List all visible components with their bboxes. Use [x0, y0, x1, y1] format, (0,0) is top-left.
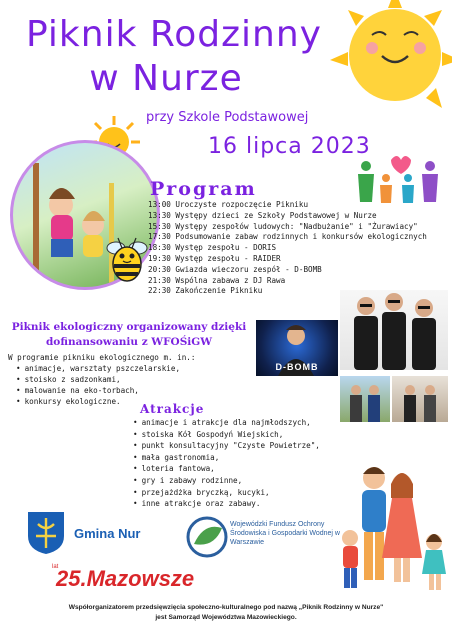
mazowsze-lat-label: lat — [52, 564, 59, 570]
band-photo-2 — [340, 376, 390, 422]
title-line-2: w Nurze — [89, 58, 243, 99]
eco-item: • animacje, warsztaty pszczelarskie, — [16, 363, 180, 374]
attraction-item: • loteria fantowa, — [133, 463, 320, 475]
family-icon — [356, 152, 446, 204]
eco-item: • konkursy ekologiczne. — [16, 396, 180, 407]
footer-note — [0, 603, 452, 623]
attractions-list — [133, 417, 320, 510]
footer-line-1: Współorganizatorem przedsięwzięcia społeczno-kulturalnego pod nazwą „Piknik Rodzinny w Nurze" — [68, 604, 384, 611]
eco-list — [16, 363, 180, 407]
program-item: 20:30 Gwiazda wieczoru zespół - D-BOMB — [148, 264, 322, 274]
program-item: 17:30 Podsumowanie zabaw rodzinnych i konkursów ekologicznych — [148, 232, 427, 242]
attraction-item: • gry i zabawy rodzinne, — [133, 475, 320, 487]
program-item: 22:30 Zakończenie Pikniku — [148, 286, 263, 296]
band-photo-3 — [392, 376, 448, 422]
program-item: 19:30 Występ zespołu - RAIDER — [148, 253, 281, 263]
eco-heading-line-1: Piknik ekologiczny organizowany dzięki — [11, 321, 247, 333]
wfosigw-name: Wojewódzki Fundusz Ochrony Środowiska i Gospodarki Wodnej w Warszawie — [230, 521, 340, 546]
program-heading: Program — [150, 178, 257, 200]
attraction-item: • inne atrakcje oraz zabawy. — [133, 498, 320, 510]
mazowsze-logo: 25.Mazowsze — [56, 566, 195, 591]
event-date: 16 lipca 2023 — [208, 134, 371, 159]
program-item: 13:00 Uroczyste rozpoczęcie Pikniku — [148, 200, 309, 209]
eco-intro: W programie pikniku ekologicznego m. in.: — [8, 353, 196, 362]
attraction-item: • animacje i atrakcje dla najmłodszych, — [133, 417, 320, 429]
attractions-heading: Atrakcje — [140, 402, 205, 416]
wfosigw-logo-icon — [186, 516, 228, 558]
bee-icon — [104, 228, 150, 284]
attraction-item: • punkt konsultacyjny "Czyste Powietrze", — [133, 440, 320, 452]
program-item: 13:30 Występy dzieci ze Szkoły Podstawowej w Nurze — [148, 210, 377, 220]
program-list — [148, 200, 448, 297]
footer-line-2: jest Samorząd Województwa Mazowieckiego. — [155, 614, 297, 621]
family-illustration — [336, 458, 448, 598]
band-photo — [340, 290, 448, 370]
attraction-item: • mała gastronomia, — [133, 452, 320, 464]
eco-heading — [4, 320, 254, 350]
title-line-1: Piknik Rodzinny — [26, 14, 322, 55]
program-item: 15:30 Występy zespołów ludowych: "Nadbużanie" i "Żurawiacy" — [148, 221, 418, 231]
sun-illustration — [330, 0, 452, 120]
dbomb-photo — [256, 320, 338, 376]
attraction-item: • stoiska Kół Gospodyń Wiejskich, — [133, 429, 320, 441]
program-item: 18:30 Występ zespołu - DORIS — [148, 243, 277, 253]
attraction-item: • przejażdżka bryczką, kucyki, — [133, 487, 320, 499]
subtitle: przy Szkole Podstawowej — [146, 110, 309, 125]
eco-item: • stoisko z sadzonkami, — [16, 374, 180, 385]
gmina-nur-coat-of-arms — [26, 510, 66, 556]
gmina-nur-label: Gmina Nur — [74, 526, 141, 541]
eco-item: • malowanie na eko-torbach, — [16, 385, 180, 396]
eco-heading-line-2: dofinansowaniu z WFOŚiGW — [45, 336, 213, 348]
program-item: 21:30 Wspólna zabawa z DJ Rawa — [148, 275, 286, 285]
dbomb-logo-text: D-BOMB — [275, 362, 319, 372]
